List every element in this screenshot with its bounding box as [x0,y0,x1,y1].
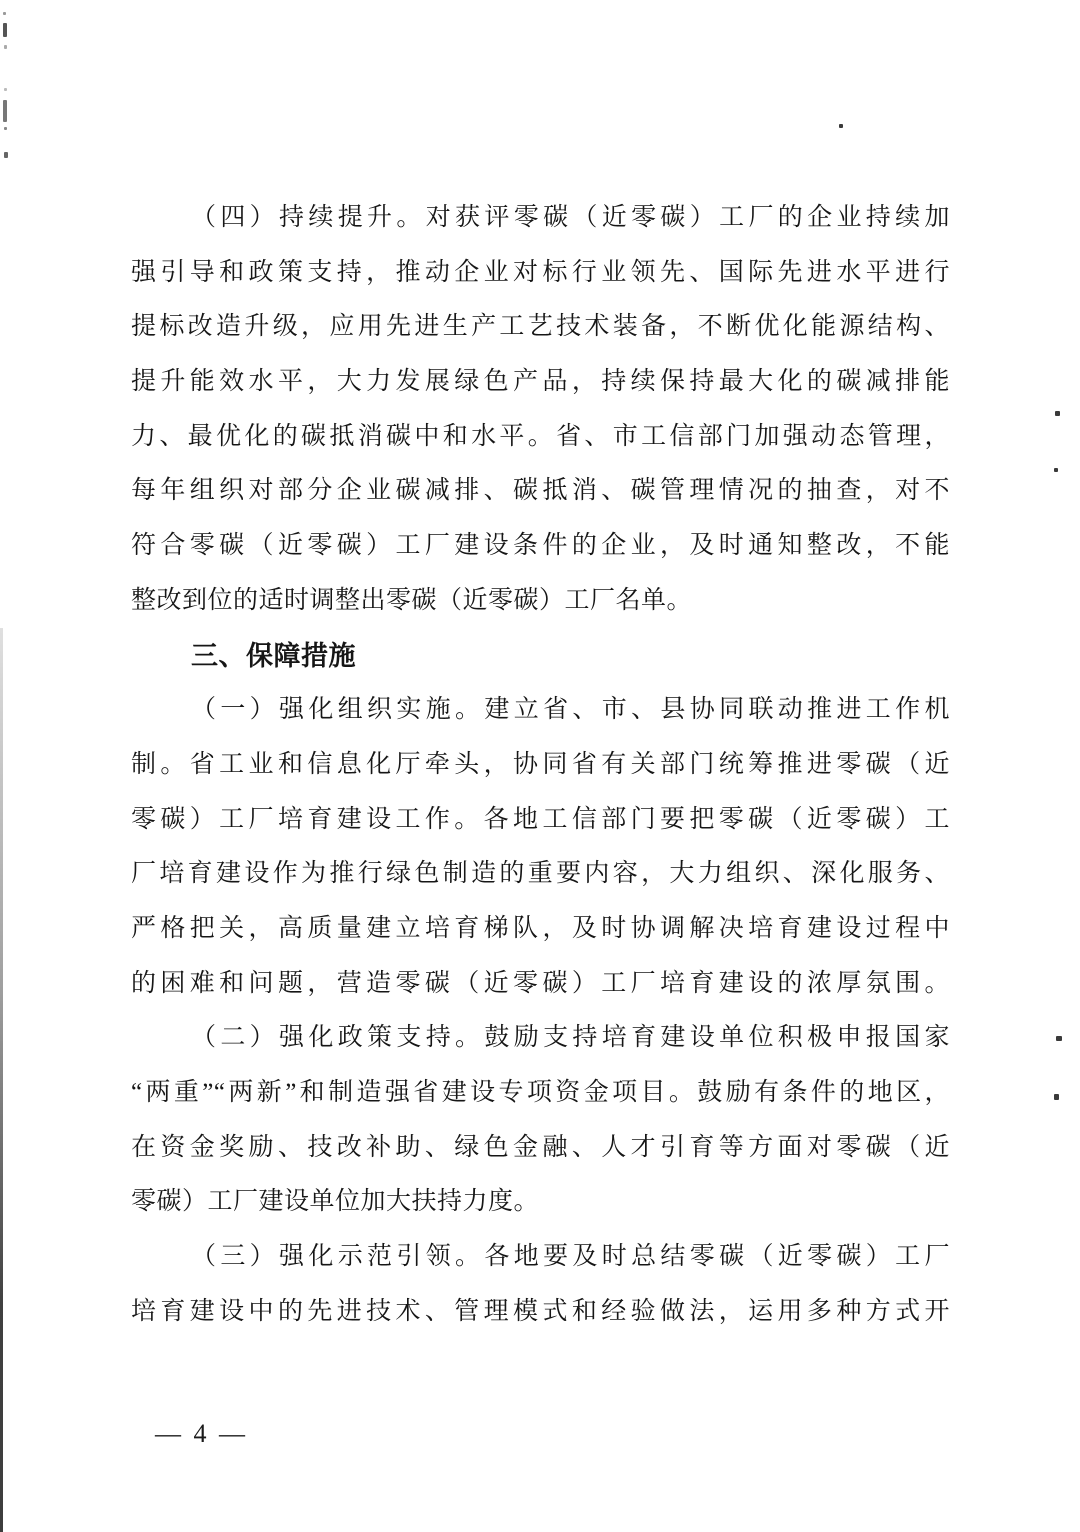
document-line: “两重”“两新”和制造强省建设专项资金项目。鼓励有条件的地区， [131,1079,950,1106]
scan-speck [1054,1094,1059,1100]
document-line: 零碳）工厂建设单位加大扶持力度。 [131,1188,540,1216]
scan-speck [4,152,8,158]
document-line: 制。省工业和信息化厅牵头，协同省有关部门统筹推进零碳（近 [131,750,950,778]
document-line: 厂培育建设作为推行绿色制造的重要内容，大力组织、深化服务、 [131,860,950,888]
scan-speck [4,45,7,49]
section-heading: 三、保障措施 [191,640,356,671]
document-line: 符合零碳（近零碳）工厂建设条件的企业，及时通知整改，不能 [131,532,950,560]
document-line: 力、最优化的碳抵消碳中和水平。省、市工信部门加强动态管理， [131,422,950,450]
document-line: 每年组织对部分企业碳减排、碳抵消、碳管理情况的抽查，对不 [131,477,950,505]
scan-speck [1054,468,1058,472]
scan-speck [4,127,7,130]
page-number: — 4 — [155,1419,248,1448]
scan-speck [1055,411,1060,416]
document-line: 严格把关，高质量建立培育梯队，及时协调解决培育建设过程中 [131,914,950,942]
scan-edge-shadow [0,628,3,1532]
document-line: 提标改造升级，应用先进生产工艺技术装备，不断优化能源结构、 [131,313,950,341]
document-line: 零碳）工厂培育建设工作。各地工信部门要把零碳（近零碳）工 [131,805,950,833]
document-line: 整改到位的适时调整出零碳（近零碳）工厂名单。 [131,586,693,614]
scan-speck [3,100,7,122]
document-line: （三）强化示范引领。各地要及时总结零碳（近零碳）工厂 [191,1243,950,1271]
document-line: 培育建设中的先进技术、管理模式和经验做法，运用多种方式开 [131,1297,950,1325]
scan-speck [3,23,7,37]
scan-speck [3,12,6,15]
document-line: 提升能效水平，大力发展绿色产品，持续保持最大化的碳减排能 [131,368,950,396]
scan-speck [839,124,843,128]
document-line: 强引导和政策支持，推动企业对标行业领先、国际先进水平进行 [131,258,950,286]
scan-speck [4,88,7,91]
document-line: 的困难和问题，营造零碳（近零碳）工厂培育建设的浓厚氛围。 [131,969,950,997]
document-body [131,191,950,1339]
scan-speck [1056,1036,1062,1041]
document-line: 在资金奖励、技改补助、绿色金融、人才引育等方面对零碳（近 [131,1133,950,1161]
document-line: （一）强化组织实施。建立省、市、县协同联动推进工作机 [191,696,950,724]
document-line: （四）持续提升。对获评零碳（近零碳）工厂的企业持续加 [191,204,950,231]
document-line: （二）强化政策支持。鼓励支持培育建设单位积极申报国家 [191,1024,950,1052]
